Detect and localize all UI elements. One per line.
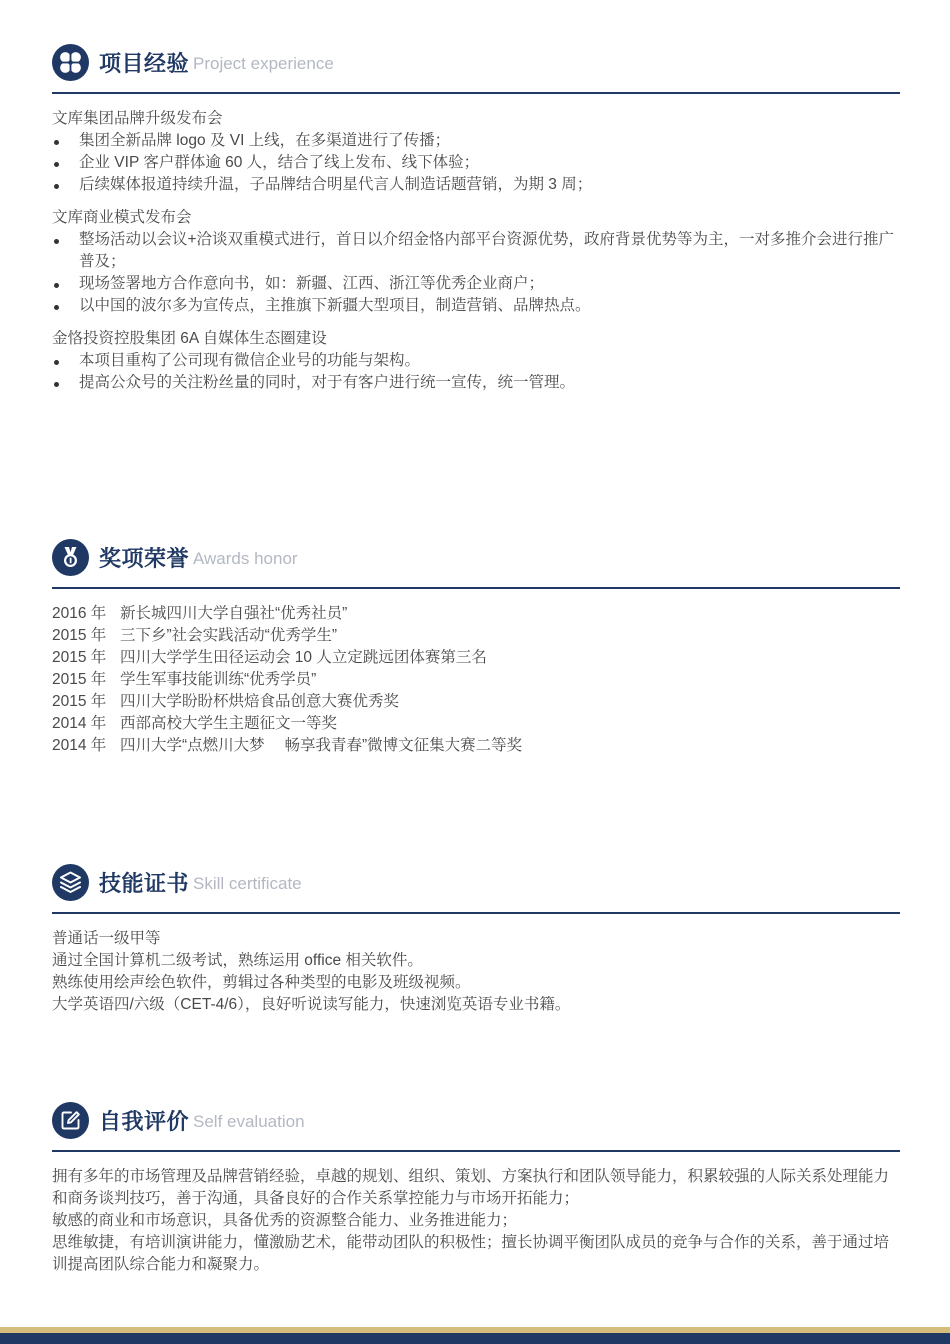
project-title: 金恪投资控股集团 6A 自媒体生态圈建设 — [52, 330, 327, 347]
award-year: 2015 年 — [52, 671, 107, 688]
section-divider — [52, 912, 900, 914]
project-title: 文库商业模式发布会 — [52, 209, 192, 226]
award-name: 四川大学学生田径运动会 10 人立定跳远团体赛第三名 — [120, 649, 487, 666]
list-item — [52, 647, 900, 669]
award-year: 2014 年 — [52, 737, 107, 754]
section-header — [52, 44, 900, 84]
footer-navy-band — [0, 1333, 950, 1344]
self-eval-text — [52, 1166, 900, 1276]
award-name: 四川大学“点燃川大梦 畅享我青春”微博文征集大赛二等奖 — [120, 737, 523, 754]
self-eval-section — [52, 1102, 900, 1276]
project-title: 文库集团品牌升级发布会 — [52, 110, 223, 127]
list-item: 提高公众号的关注粉丝量的同时，对于有客户进行统一宣传，统一管理。 — [52, 372, 900, 394]
list-item — [52, 625, 900, 647]
list-item: 本项目重构了公司现有微信企业号的功能与架构。 — [52, 350, 900, 372]
list-item — [52, 691, 900, 713]
list-item: 现场签署地方合作意向书，如：新疆、江西、浙江等优秀企业商户； — [52, 273, 900, 295]
list-item: 企业 VIP 客户群体逾 60 人，结合了线上发布、线下体验； — [52, 152, 900, 174]
section-title: 自我评价 — [99, 1109, 190, 1134]
paragraph: 敏感的商业和市场意识，具备优秀的资源整合能力、业务推进能力； — [52, 1212, 518, 1229]
awards-list — [52, 603, 900, 757]
paragraph: 思维敏捷，有培训演讲能力，懂激励艺术，能带动团队的积极性；擅长协调平衡团队成员的竞争与合作的关系，善于通过培训提高团队综合能力和凝聚力。 — [52, 1234, 890, 1273]
section-title: 项目经验 — [99, 51, 190, 76]
list-item — [52, 735, 900, 757]
projects-list — [52, 108, 900, 394]
list-item — [52, 603, 900, 625]
edit-icon — [52, 1102, 89, 1139]
projects-section — [52, 44, 900, 405]
list-item: 大学英语四/六级（CET-4/6），良好听说读写能力，快速浏览英语专业书籍。 — [52, 996, 571, 1013]
medal-icon — [52, 539, 89, 576]
award-name: 学生军事技能训练“优秀学员” — [120, 671, 317, 688]
section-subtitle: Awards honor — [193, 549, 298, 568]
award-name: 新长城四川大学自强社“优秀社员” — [120, 605, 348, 622]
skills-list — [52, 928, 900, 1016]
section-divider — [52, 92, 900, 94]
list-item: 后续媒体报道持续升温，子品牌结合明星代言人制造话题营销，为期 3 周； — [52, 174, 900, 196]
skills-section — [52, 864, 900, 1016]
list-item: 普通话一级甲等 — [52, 930, 161, 947]
project-bullets — [52, 350, 900, 394]
award-year: 2015 年 — [52, 649, 107, 666]
section-header — [52, 539, 900, 579]
section-title: 奖项荣誉 — [99, 546, 190, 571]
list-item: 以中国的波尔多为宣传点，主推旗下新疆大型项目，制造营销、品牌热点。 — [52, 295, 900, 317]
award-year: 2015 年 — [52, 693, 107, 710]
award-name: 四川大学盼盼杯烘焙食品创意大赛优秀奖 — [120, 693, 400, 710]
section-divider — [52, 587, 900, 589]
list-item: 集团全新品牌 logo 及 VI 上线，在多渠道进行了传播； — [52, 130, 900, 152]
list-item: 熟练使用绘声绘色软件，剪辑过各种类型的电影及班级视频。 — [52, 974, 471, 991]
award-name: 西部高校大学生主题征文一等奖 — [120, 715, 338, 732]
list-item: 通过全国计算机二级考试，熟练运用 office 相关软件。 — [52, 952, 423, 969]
list-item: 整场活动以会议+洽谈双重模式进行，首日以介绍金恪内部平台资源优势，政府背景优势等为主，一对多推介会进行推广普及； — [52, 229, 900, 273]
section-subtitle: Project experience — [193, 54, 334, 73]
awards-section — [52, 539, 900, 757]
section-header — [52, 1102, 900, 1142]
list-item — [52, 669, 900, 691]
section-divider — [52, 1150, 900, 1152]
list-item — [52, 713, 900, 735]
award-name: 三下乡”社会实践活动“优秀学生” — [120, 627, 337, 644]
section-subtitle: Skill certificate — [193, 874, 302, 893]
paragraph: 拥有多年的市场管理及品牌营销经验，卓越的规划、组织、策划、方案执行和团队领导能力，积累较强的人际关系处理能力和商务谈判技巧，善于沟通，具备良好的合作关系掌控能力与市场开拓能力； — [52, 1168, 890, 1207]
award-year: 2016 年 — [52, 605, 107, 622]
layers-icon — [52, 864, 89, 901]
section-subtitle: Self evaluation — [193, 1112, 305, 1131]
project-bullets — [52, 130, 900, 196]
project-bullets — [52, 229, 900, 317]
section-header — [52, 864, 900, 904]
section-title: 技能证书 — [99, 871, 190, 896]
award-year: 2015 年 — [52, 627, 107, 644]
award-year: 2014 年 — [52, 715, 107, 732]
clover-icon — [52, 44, 89, 81]
